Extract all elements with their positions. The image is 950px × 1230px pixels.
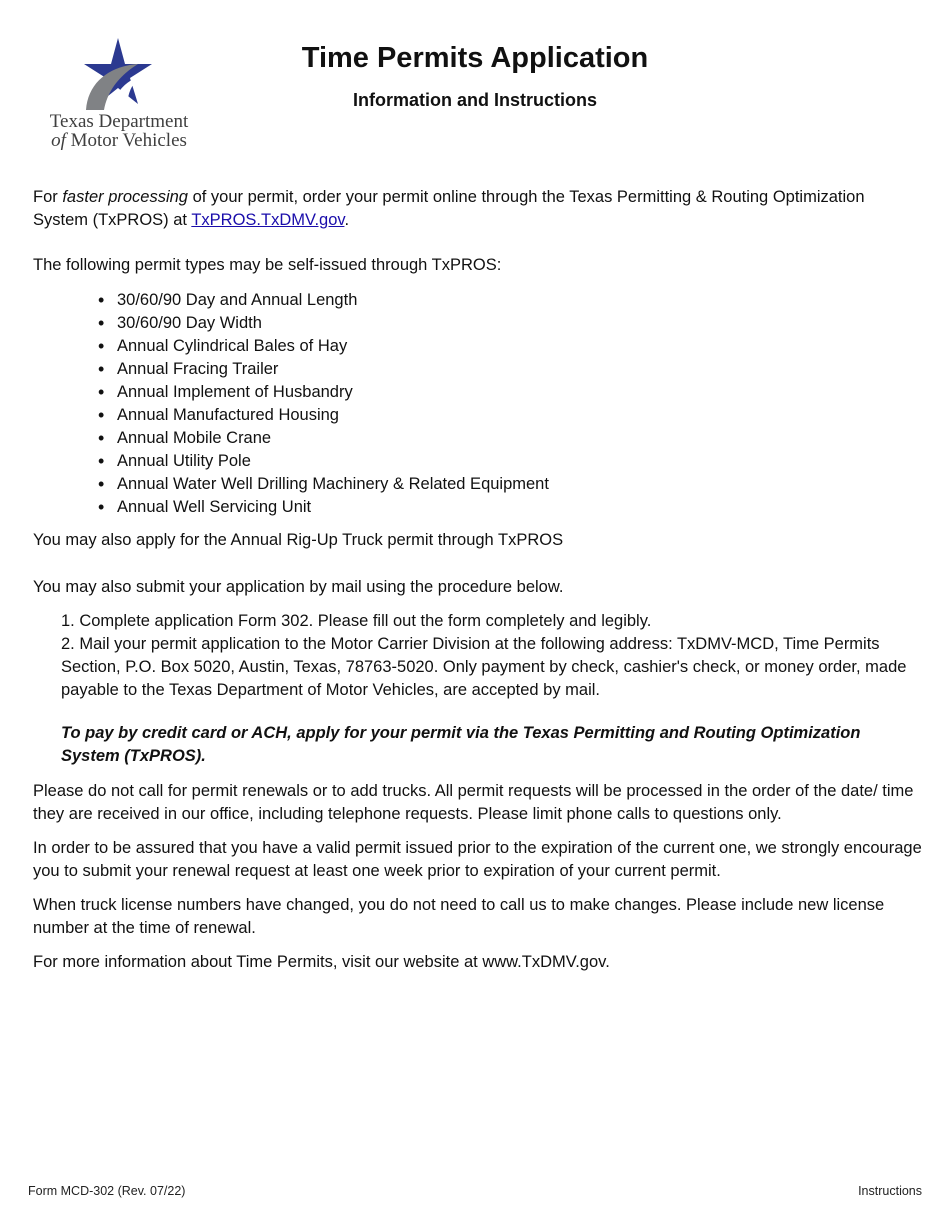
intro-emphasis: faster processing (62, 188, 188, 206)
list-item: • Annual Fracing Trailer (84, 358, 549, 381)
logo-line-1: Texas Department (49, 111, 189, 132)
credit-card-note: To pay by credit card or ACH, apply for your permit via the Texas Permitting and Routing Optimization System (TxPROS). (61, 724, 861, 765)
step-2: 2. Mail your permit application to the Motor Carrier Division at the following address: TxDMV-MCD, Time Permits Section, P.O. Box 5020, Austin, Texas, 78763-5020. Only payment by check, cashier's check, or money order, made payable to the Texas Department of Motor Vehicles, are accepted by mail. (61, 635, 907, 699)
intro-post: . (344, 211, 350, 229)
logo-wordmark (34, 112, 204, 150)
footer-section: Instructions (858, 1184, 922, 1198)
list-item: • Annual Utility Pole (84, 450, 549, 473)
intro-paragraph (33, 186, 923, 232)
permit-types-list (84, 289, 549, 519)
txpros-link[interactable]: TxPROS.TxDMV.gov (191, 211, 345, 229)
step-1: 1. Complete application Form 302. Please fill out the form completely and legibly. (61, 612, 652, 630)
logo-line-2 (34, 131, 204, 150)
page-title: Time Permits Application (301, 42, 649, 74)
list-item: • Annual Cylindrical Bales of Hay (84, 335, 549, 358)
rig-up-paragraph: You may also apply for the Annual Rig-Up Truck permit through TxPROS (33, 531, 564, 549)
list-item: • Annual Implement of Husbandry (84, 381, 549, 404)
intro-pre: For (33, 188, 63, 206)
list-item: • Annual Mobile Crane (84, 427, 549, 450)
page-subtitle: Information and Instructions (352, 90, 597, 110)
footer-form-id: Form MCD-302 (Rev. 07/22) (28, 1184, 186, 1198)
license-numbers-paragraph: When truck license numbers have changed, you do not need to call us to make changes. Please include new license number at the time of renewal. (33, 896, 885, 937)
list-item: • Annual Manufactured Housing (84, 404, 549, 427)
list-item: • 30/60/90 Day Width (84, 312, 549, 335)
self-issue-lead: The following permit types may be self-issued through TxPROS: (33, 256, 502, 274)
mail-steps (61, 610, 923, 702)
mail-intro: You may also submit your application by mail using the procedure below. (33, 578, 564, 596)
list-item: • Annual Water Well Drilling Machinery & Related Equipment (84, 473, 549, 496)
logo-motor-vehicles: Motor Vehicles (70, 130, 187, 151)
intro-mid: of your permit, order your permit online through the Texas Permitting & Routing Optimization System (TxPROS) at (33, 188, 865, 229)
renewal-timing-paragraph: In order to be assured that you have a valid permit issued prior to the expiration of the current one, we strongly encourage you to submit your renewal request at least one week prior to expiration of your current permit. (33, 839, 922, 880)
renewal-calls-paragraph: Please do not call for permit renewals or to add trucks. All permit requests will be processed in the order of the date/ time they are received in our office, including telephone requests. Please limit phone calls to questions only. (33, 782, 914, 823)
list-item: • Annual Well Servicing Unit (84, 496, 549, 519)
list-item: • 30/60/90 Day and Annual Length (84, 289, 549, 312)
logo-of: of (51, 130, 66, 151)
more-info-paragraph: For more information about Time Permits, visit our website at www.TxDMV.gov. (33, 953, 610, 971)
